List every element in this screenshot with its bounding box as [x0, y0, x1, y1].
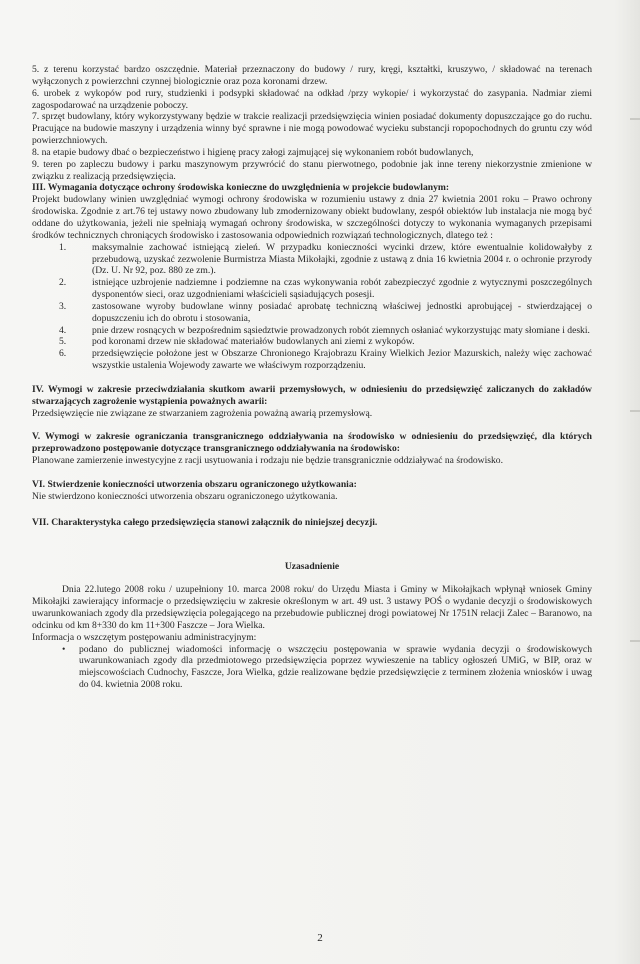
- item-text: zastosowane wyroby budowlane winny posiadać aprobatę techniczną właściwej jednostki aprobującej - stwierdzającej o dopuszczeniu ich do obrotu i stosowania,: [92, 300, 592, 324]
- info-label: Informacja o wszczętym postępowaniu administracyjnym:: [32, 631, 257, 643]
- item-number: 4.: [59, 324, 67, 336]
- item-text: pod koronami drzew nie składować materiałów budowlanych ani ziemi z wykopów.: [92, 336, 415, 348]
- justification-heading: Uzasadnienie: [284, 560, 340, 572]
- item-text: przedsięwzięcie położone jest w Obszarze Chronionego Krajobrazu Krainy Wielkich Jezior Mazurskich, należy więc zachować wszystkie ustalenia Wojewody zawarte we właściwym rozporządzeniu.: [92, 348, 592, 372]
- intro-item: 7. sprzęt budowlany, który wykorzystywany będzie w trakcie realizacji przedsięwzięcia winien posiadać dokumenty dopuszczające go do ruchu. Pracujące na budowie maszyny i urządzenia winny być sprawne i nie mogą powodować wycieku substancji ropopochodnych do gruntu czy wód powierzchniowych.: [32, 111, 592, 147]
- scan-edge-mark: [630, 118, 640, 120]
- section-4-heading: IV. Wymogi w zakresie przeciwdziałania skutkom awarii przemysłowych, w odniesieniu do przedsięwzięć zaliczanych do zakładów stwarzających zagrożenie wystąpienia poważnych awarii:: [32, 383, 592, 407]
- intro-item: 5. z terenu korzystać bardzo oszczędnie. Materiał przeznaczony do budowy / rury, kręgi, kształtki, kruszywo, / składować na terenach wyłączonych z powierzchni czynnej biologicznie oraz poza koronami drzew.: [32, 64, 592, 87]
- item-text: istniejące uzbrojenie nadziemne i podziemne na czas wykonywania robót zabezpieczyć zgodnie z wytycznymi poszczególnych dysponentów sieci, oraz uzgodnieniami właścicieli sąsiadujących posesji.: [92, 277, 592, 301]
- section-5-heading: V. Wymogi w zakresie ograniczania transgranicznego oddziaływania na środowisko w odniesieniu do przedsięwzięć, dla których przeprowadzono postępowanie dotyczące transgranicznego oddziaływania na środowisko:: [32, 431, 592, 455]
- intro-item: 8. na etapie budowy dbać o bezpieczeństwo i higienę pracy załogi zajmującej się wykonaniem robót budowlanych,: [32, 146, 474, 158]
- scan-edge-mark: [630, 410, 640, 412]
- page-number: 2: [317, 932, 323, 944]
- section-6-text: Nie stwierdzono konieczności utworzenia obszaru ograniczonego użytkowania.: [32, 490, 338, 502]
- item-number: 2.: [59, 277, 67, 289]
- info-bullet-list: [32, 644, 592, 691]
- section-3-paragraph: Projekt budowlany winien uwzględniać wymogi ochrony środowiska w rozumieniu ustawy z dnia 27 kwietnia 2001 roku – Prawo ochrony środowiska. Zgodnie z art.76 tej ustawy nowo zbudowany lub zmodernizowany obiekt budowlany, zespół obiektów lub instalacja nie mogą być oddane do użytkowania, jeżeli nie spełniają wymagań ochrony środowiska, w szczególności dotyczy to wykonania wymaganych przepisami środków technicznych chroniących środowisko i zastosowania odpowiednich rozwiązań technologicznych, dlatego też :: [32, 194, 592, 241]
- document-body: [32, 64, 592, 691]
- section-7-heading: VII. Charakterystyka całego przedsięwzięcia stanowi załącznik do niniejszej decyzji.: [32, 516, 378, 528]
- requirement-item: [32, 336, 592, 348]
- requirement-item: [32, 348, 592, 372]
- requirement-item: [32, 242, 592, 278]
- requirement-item: [32, 277, 592, 301]
- section-6-heading: VI. Stwierdzenie konieczności utworzenia obszaru ograniczonego użytkowania:: [32, 479, 357, 490]
- item-text: pnie drzew rosnących w bezpośrednim sąsiedztwie prowadzonych robót ziemnych osłaniać wykorzystując maty słomiane i deski.: [92, 324, 590, 336]
- bullet-text: podano do publicznej wiadomości informację o wszczęciu postępowania w sprawie wydania decyzji o środowiskowych uwarunkowaniach zgody dla przedmiotowego przedsięwzięcia poprzez wywieszenie na tablicy ogłoszeń UMiG, w BIP, oraz w miejscowościach Cudnochy, Faszcze, Jora Wielka, gdzie realizowane będzie przedsięwzięcie z terminem złożenia wniosków i uwag do 04. kwietnia 2008 roku.: [79, 643, 592, 691]
- item-number: 3.: [59, 300, 67, 312]
- info-bullet-item: [32, 644, 592, 691]
- requirement-item: [32, 301, 592, 325]
- intro-item: 6. urobek z wykopów pod rury, studzienki i podsypki składować na odkład /przy wykopie/ i wykorzystać do zasypania. Nadmiar ziemi zagospodarować na urządzenie poboczy.: [32, 87, 592, 111]
- intro-item: 9. teren po zapleczu budowy i parku maszynowym przywrócić do stanu pierwotnego, podobnie jak inne tereny niekorzystnie zmienione w związku z realizacją przedsięwzięcia.: [32, 158, 592, 182]
- section-4-text: Przedsięwzięcie nie związane ze stwarzaniem zagrożenia poważną awarią przemysłową.: [32, 407, 373, 419]
- requirements-list: [32, 242, 592, 372]
- section-5-text: Planowane zamierzenie inwestycyjne z racji usytuowania i rodzaju nie będzie transgranicznie oddziaływać na środowisko.: [32, 455, 503, 467]
- scan-edge-mark: [630, 640, 640, 642]
- item-number: 5.: [59, 336, 67, 348]
- justification-paragraph: Dnia 22.lutego 2008 roku / uzupełniony 10. marca 2008 roku/ do Urzędu Miasta i Gminy w Mikołajkach wpłynął wniosek Gminy Mikołajki zawierający informacje o przedsięwzięciu w zakresie określonym w art. 49 ust. 3 ustawy POŚ o wydanie decyzji o środowiskowych uwarunkowaniach zgody dla przedsięwzięcia polegającego na przebudowie publicznej drogi powiatowej Nr 1751N relacji Zalec – Baranowo, na odcinku od km 8+330 do km 11+300 Faszcze – Jora Wielka.: [32, 584, 592, 631]
- item-text: maksymalnie zachować istniejącą zieleń. W przypadku konieczności wycinki drzew, które ewentualnie kolidowałyby z przebudową, uzyskać zezwolenie Burmistrza Miasta Mikołajki, zgodnie z ustawą z dnia 16 kwietnia 2004 r. o ochronie przyrody (Dz. U. Nr 92, poz. 880 ze zm.).: [92, 241, 592, 277]
- item-number: 1.: [59, 241, 67, 253]
- section-3-heading: III. Wymagania dotyczące ochrony środowiska konieczne do uwzględnienia w projekcie budowlanym:: [32, 182, 450, 194]
- item-number: 6.: [59, 348, 67, 360]
- requirement-item: [32, 325, 592, 337]
- bullet-icon: •: [62, 643, 66, 655]
